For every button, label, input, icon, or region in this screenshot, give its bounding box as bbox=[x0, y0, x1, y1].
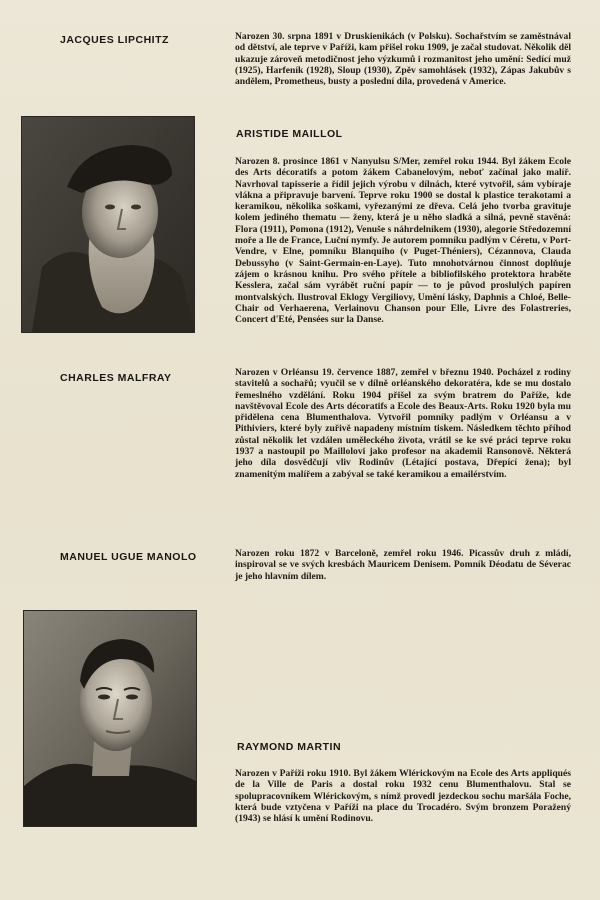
artist-bio: Narozen 8. prosince 1861 v Nanyulsu S/Mer, zemřel roku 1944. Byl žákem Ecole des Arts décoratifs a potom žákem Cabanelovým, neboť začínal jako malíř. Navrhoval tapisserie a řídil jejich výrobu v dílnách, které vytvořil, sám vybíraje vlákna a připravuje barvení. Teprve roku 1900 se dostal k plastice terakotami a keramikou, několika soškami, vyřezanými ze dřeva. Celá jeho tvorba gravituje kolem jediného thematu — ženy, která je u něho sladká a silná, pevně stavěná: Flora (1911), Pomona (1912), Venuše s náhrdelníkem (1930), alegorie Středozemní moře a Ile de France, Luční nymfy. Je autorem pomníku padlým v Céretu, v Port-Vendre, v Elne, pomníku Blanquiho (v Puget-Théniers), Cézannova, Clauda Debussyho (v Saint-Germain-en-Laye). Tuto mnohotvárnou činnost doplňuje zájem o krásnou knihu. Pro svého přítele a bibliofilského protektora hraběte Kesslera, začal sám vyrábět ruční papír — to je původ proslulých papíren montvalských. Ilustroval Eklogy Vergiliovy, Umění lásky, Daphnis a Chloé, Belle-Chair od Verhaerena, Verlainovu Chanson pour Elle, Livre des Folastreries, Concert d'Eté, Pensées sur la Danse. bbox=[235, 156, 571, 326]
portrait-photo-icon bbox=[24, 611, 196, 826]
artist-bio: Narozen v Paříži roku 1910. Byl žákem Wlérickovým na Ecole des Arts appliqués de la Ville de Paris a dostal roku 1932 cenu Blumenthalovu. Stal se spolupracovníkem Wlérickovým, s nímž provedl jezdeckou sochu maršála Foche, která bude vztyčena v Paříži na place du Trocadéro. Svým bronzem Poražený (1943) se hlásí k umění Rodinovu. bbox=[235, 768, 571, 825]
artist-name: MANUEL UGUE MANOLO bbox=[60, 551, 197, 563]
artist-bio: Narozen roku 1872 v Barceloně, zemřel roku 1946. Picassův druh z mládí, inspiroval se ve svých kresbách Mauricem Denisem. Pomník Déodatu de Séverac je jeho hlavním dílem. bbox=[235, 548, 571, 582]
martin-portrait-photo bbox=[24, 611, 196, 826]
artist-name: RAYMOND MARTIN bbox=[237, 741, 342, 753]
artist-name: CHARLES MALFRAY bbox=[60, 372, 172, 384]
artist-name: ARISTIDE MAILLOL bbox=[236, 128, 343, 140]
maillol-portrait-photo bbox=[22, 117, 194, 332]
artist-bio: Narozen 30. srpna 1891 v Druskienikách (v Polsku). Sochařstvím se zaměstnával od dětství, ale teprve v Paříži, kam přišel roku 1909, je začal studovat. Několik děl ukazuje zároveň metodičnost jeho výzkumů i rozmanitost jeho umění: Sedící muž (1925), Harfeník (1928), Sloup (1930), Zpěv samohlásek (1932), Zápas Jakubův s andělem, Prometheus, busty a poslední díla, provedená v Americe. bbox=[235, 31, 571, 88]
artist-bio: Narozen v Orléansu 19. července 1887, zemřel v březnu 1940. Pocházel z rodiny stavitelů a sochařů; vyučil se v dílně orléanského dekoratéra, kde se mu dostalo řemeslného vzdělání. Roku 1904 přišel za svým bratrem do Paříže, kde navštěvoval Ecole des Arts décoratifs a Ecole des Beaux-Arts. Roku 1920 byla mu přidělena cena Blumenthalova. Vytvořil pomníky padlým v Orléansu a v Pithiviers, které byly zuřivě napadeny místním tiskem. Následkem těchto příhod zůstal několik let vzdálen uměleckého života, vrátil se ke své práci teprve roku 1937 a nastoupil po Maillolovi jako profesor na akademii Ransonově. Některá jeho díla dosvědčují vliv Rodinův (Létající postava, Dřepící žena); byl znamenitým malířem a zabýval se také keramikou a emailérstvím. bbox=[235, 367, 571, 480]
portrait-photo-icon bbox=[22, 117, 194, 332]
artist-name: JACQUES LIPCHITZ bbox=[60, 34, 169, 46]
